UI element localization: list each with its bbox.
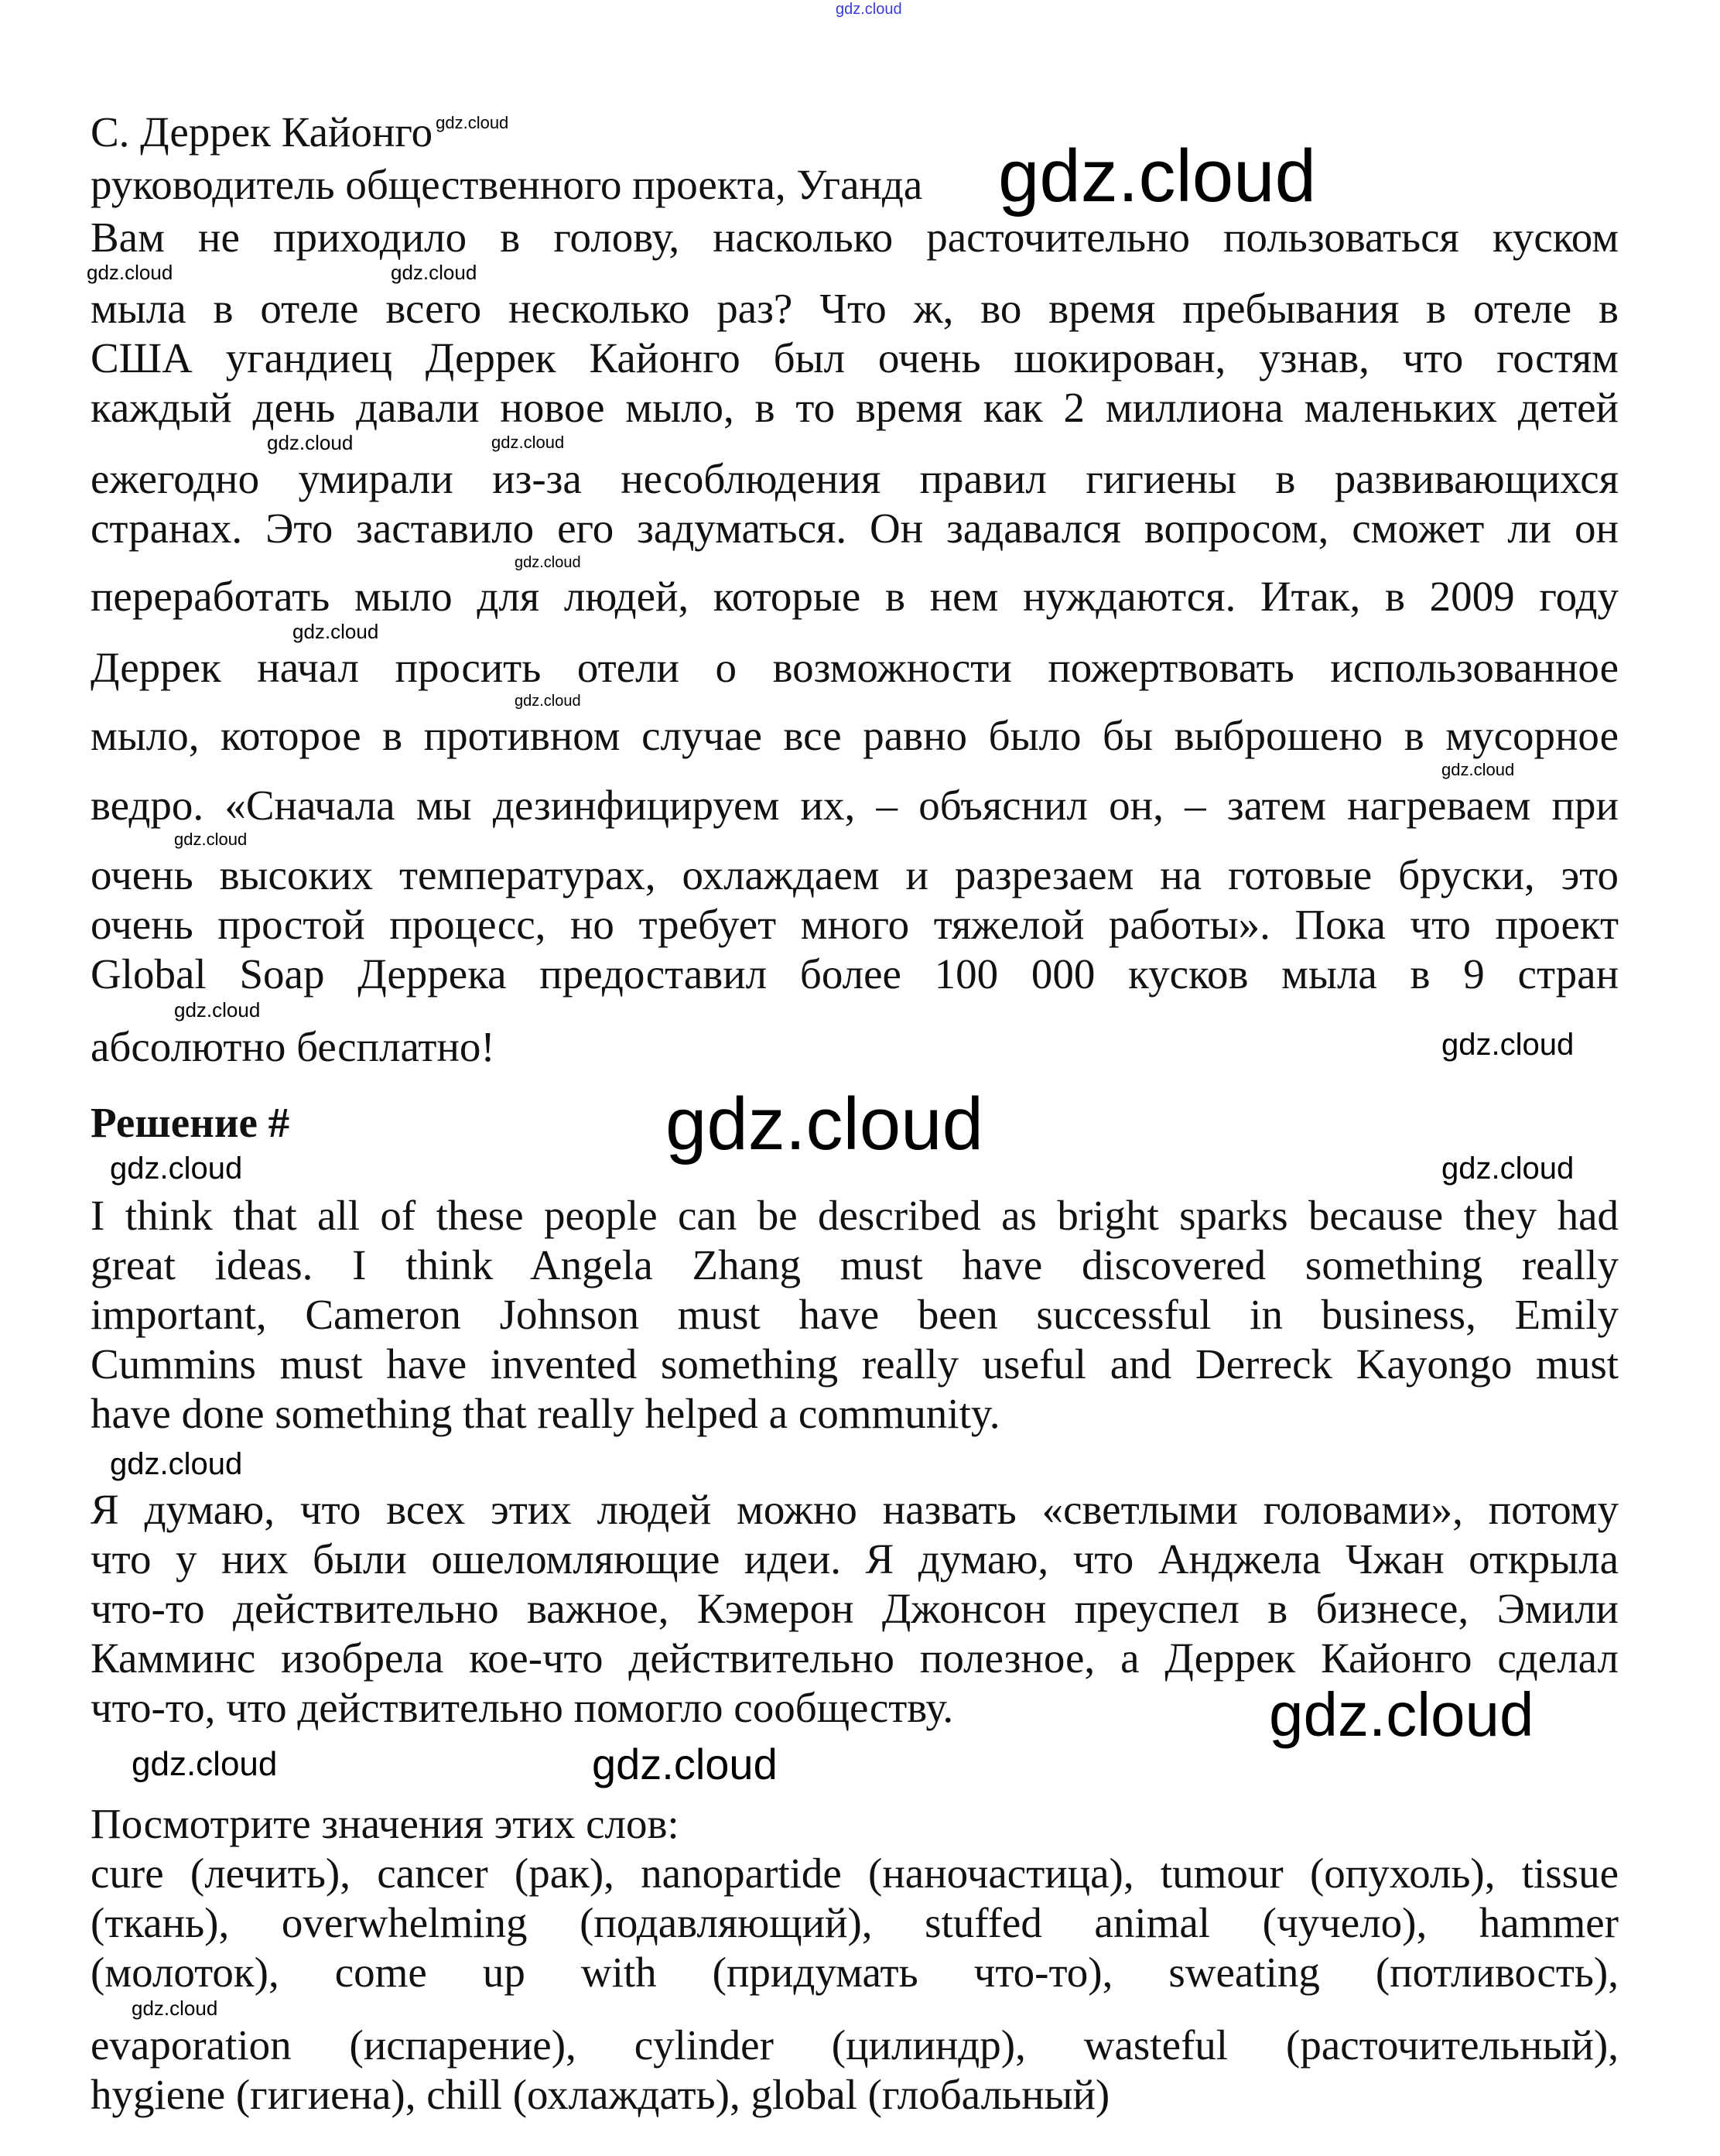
paragraph-line: очень высоких температурах, охлаждаем и разрезаем на готовые бруски, это	[91, 851, 1619, 898]
watermark: gdz.cloud	[132, 1997, 218, 2020]
paragraph-line: мыла в отеле всего несколько раз? Что ж, во время пребывания в отеле в	[91, 285, 1619, 332]
watermark: gdz.cloud	[110, 1447, 243, 1481]
paragraph-line: переработать мыло для людей, которые в нем нуждаются. Итак, в 2009 году	[91, 573, 1619, 620]
watermark: gdz.cloud	[436, 113, 509, 132]
watermark: gdz.cloud	[592, 1740, 778, 1788]
watermark: gdz.cloud	[132, 1745, 278, 1783]
watermark: gdz.cloud	[1441, 760, 1515, 779]
watermark: gdz.cloud	[1441, 1152, 1575, 1186]
watermark: gdz.cloud	[87, 261, 173, 284]
vocabulary-line: evaporation (испарение), cylinder (цилиндр), wasteful (расточительный),	[91, 2021, 1619, 2069]
english-line: important, Cameron Johnson must have been successful in business, Emily	[91, 1291, 1619, 1338]
watermark: gdz.cloud	[491, 433, 565, 452]
person-role: руководитель общественного проекта, Уганда	[91, 161, 923, 208]
watermark: gdz.cloud	[267, 431, 354, 454]
watermark: gdz.cloud	[515, 693, 581, 710]
person-name: С. Деррек Кайонго	[91, 108, 433, 156]
watermark: gdz.cloud	[665, 1083, 983, 1165]
english-line: great ideas. I think Angela Zhang must have discovered something really	[91, 1241, 1619, 1288]
paragraph-line: каждый день давали новое мыло, в то время как 2 миллиона маленьких детей	[91, 384, 1619, 431]
vocabulary-heading: Посмотрите значения этих слов:	[91, 1800, 679, 1847]
paragraph-line: странах. Это заставило его задуматься. Он задавался вопросом, сможет ли он	[91, 505, 1619, 552]
solution-heading: Решение #	[91, 1099, 290, 1146]
vocabulary-line: hygiene (гигиена), chill (охлаждать), global (глобальный)	[91, 2071, 1110, 2118]
watermark: gdz.cloud	[174, 830, 248, 849]
vocabulary-line: cure (лечить), cancer (рак), nanopartide (наночастица), tumour (опухоль), tissue	[91, 1850, 1619, 1897]
paragraph-line: Деррек начал просить отели о возможности пожертвовать использованное	[91, 644, 1619, 691]
russian-line: Камминс изобрела кое-что действительно полезное, а Деррек Кайонго сделал	[91, 1634, 1619, 1682]
person-name-line	[91, 108, 1619, 156]
paragraph-line: мыло, которое в противном случае все равно было бы выброшено в мусорное	[91, 712, 1619, 759]
russian-line: Я думаю, что всех этих людей можно назвать «светлыми головами», потому	[91, 1486, 1619, 1533]
watermark: gdz.cloud	[174, 998, 261, 1022]
watermark: gdz.cloud	[110, 1152, 243, 1186]
russian-line: что у них были ошеломляющие идеи. Я думаю, что Анджела Чжан открыла	[91, 1535, 1619, 1583]
watermark: gdz.cloud	[998, 135, 1316, 217]
watermark: gdz.cloud	[292, 620, 379, 643]
watermark: gdz.cloud	[515, 554, 581, 571]
english-line: I think that all of these people can be described as bright sparks because they had	[91, 1192, 1619, 1239]
vocabulary-line: (ткань), overwhelming (подавляющий), stuffed animal (чучело), hammer	[91, 1899, 1619, 1946]
english-line: have done something that really helped a community.	[91, 1390, 1000, 1437]
watermark: gdz.cloud	[1441, 1028, 1575, 1062]
paragraph-line: Вам не приходило в голову, насколько расточительно пользоваться куском	[91, 214, 1619, 261]
person-role-line	[91, 161, 1619, 209]
russian-line: что-то, что действительно помогло сообществу.	[91, 1684, 954, 1731]
top-watermark: gdz.cloud	[836, 1, 902, 18]
paragraph-line: ведро. «Сначала мы дезинфицируем их, – объяснил он, – затем нагреваем при	[91, 782, 1619, 829]
paragraph-line: очень простой процесс, но требует много тяжелой работы». Пока что проект	[91, 901, 1619, 948]
english-line: Cummins must have invented something really useful and Derreck Kayongo must	[91, 1340, 1619, 1388]
vocabulary-line: (молоток), come up with (придумать что-то), sweating (потливость),	[91, 1949, 1619, 1996]
paragraph-line: абсолютно бесплатно!	[91, 1023, 495, 1070]
paragraph-line: ежегодно умирали из-за несоблюдения правил гигиены в развивающихся	[91, 455, 1619, 502]
watermark: gdz.cloud	[391, 261, 477, 284]
paragraph-line: Global Soap Деррека предоставил более 100 000 кусков мыла в 9 стран	[91, 950, 1619, 998]
paragraph-line: США угандиец Деррек Кайонго был очень шокирован, узнав, что гостям	[91, 334, 1619, 382]
russian-line: что-то действительно важное, Кэмерон Джонсон преуспел в бизнесе, Эмили	[91, 1585, 1619, 1632]
watermark: gdz.cloud	[1269, 1680, 1534, 1749]
